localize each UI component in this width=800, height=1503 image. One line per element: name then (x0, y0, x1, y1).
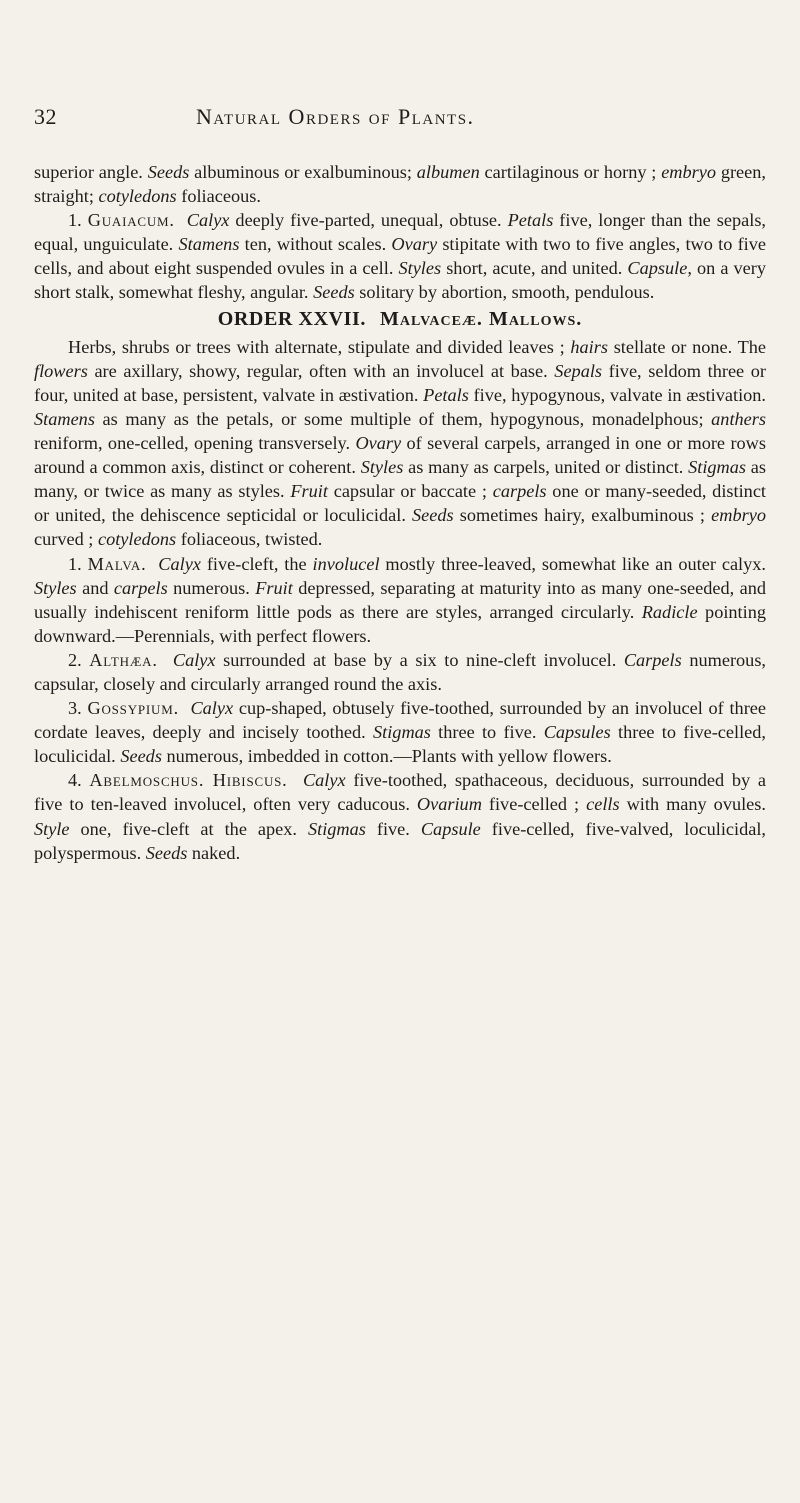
genus-gossypium-paragraph: 3. Gossypium. Calyx cup-shaped, obtusely five-toothed, surrounded by an involucel of three cordate leaves, deeply and incisely toothed. Stigmas three to five. Capsules three to five-celled, loculicidal. Seeds numerous, imbedded in cotton.—Plants with yellow flowers. (34, 698, 767, 767)
body-text (34, 160, 766, 865)
running-title: Natural Orders of Plants. (196, 104, 475, 129)
order-common-name: Mallows. (488, 307, 583, 330)
genus-malva-paragraph: 1. Malva. Calyx five-cleft, the involucel mostly three-leaved, somewhat like an outer calyx. Styles and carpels numerous. Fruit depressed, separating at maturity into as many one-seeded, and usually indehiscent reniform little pods as there are styles, arranged circularly. Radicle pointing downward.—Perennials, with perfect flowers. (34, 553, 767, 646)
order-description-paragraph: Herbs, shrubs or trees with alternate, stipulate and divided leaves ; hairs stellate or none. The flowers are axillary, showy, regular, often with an involucel at base. Sepals five, seldom three or four, united at base, persistent, valvate in æstivation. Petals five, hypogynous, valvate in æstivation. Stamens as many as the petals, or some multiple of them, hypogynous, monadelphous; anthers reniform, one-celled, opening transversely. Ovary of several carpels, arranged in one or more rows around a common axis, distinct or coherent. Styles as many as carpels, united or distinct. Stigmas as many, or twice as many as styles. Fruit capsular or baccate ; carpels one or many-seeded, distinct or united, the dehiscence septicidal or loculicidal. Seeds sometimes hairy, exalbuminous ; embryo curved ; cotyledons foliaceous, twisted. (34, 336, 767, 550)
continuation-paragraph: superior angle. Seeds albuminous or exalbuminous; albumen cartilaginous or horny ; embryo green, straight; cotyledons foliaceous. (34, 162, 766, 207)
running-head (34, 104, 766, 144)
order-number: ORDER XXVII. (217, 307, 367, 330)
book-page (34, 0, 766, 865)
genus-guaiacum-paragraph: 1. Guaiacum. Calyx deeply five-parted, unequal, obtuse. Petals five, longer than the sepals, equal, unguiculate. Stamens ten, without scales. Ovary stipitate with two to five angles, two to five cells, and about eight suspended ovules in a cell. Styles short, acute, and united. Capsule, on a very short stalk, somewhat fleshy, angular. Seeds solitary by abortion, smooth, pendulous. (34, 210, 767, 303)
genus-name: Gossypium. (87, 698, 179, 719)
page-number: 32 (34, 104, 57, 129)
genus-name: Althæa. (89, 649, 158, 670)
genus-althaea-paragraph: 2. Althæa. Calyx surrounded at base by a six to nine-cleft involucel. Carpels numerous, capsular, closely and circularly arranged round the axis. (34, 649, 766, 694)
order-latin-name: Malvaceæ. (380, 307, 483, 330)
genus-name: Malva. (87, 553, 147, 574)
genus-name: Abelmoschus. Hibiscus. (89, 770, 288, 791)
genus-abelmoschus-paragraph: 4. Abelmoschus. Hibiscus. Calyx five-toothed, spathaceous, deciduous, surrounded by a five to ten-leaved involucel, often very caducous. Ovarium five-celled ; cells with many ovules. Style one, five-cleft at the apex. Stigmas five. Capsule five-celled, five-valved, loculicidal, polyspermous. Seeds naked. (34, 770, 766, 863)
order-heading (34, 305, 766, 335)
genus-name: Guaiacum. (87, 210, 175, 231)
